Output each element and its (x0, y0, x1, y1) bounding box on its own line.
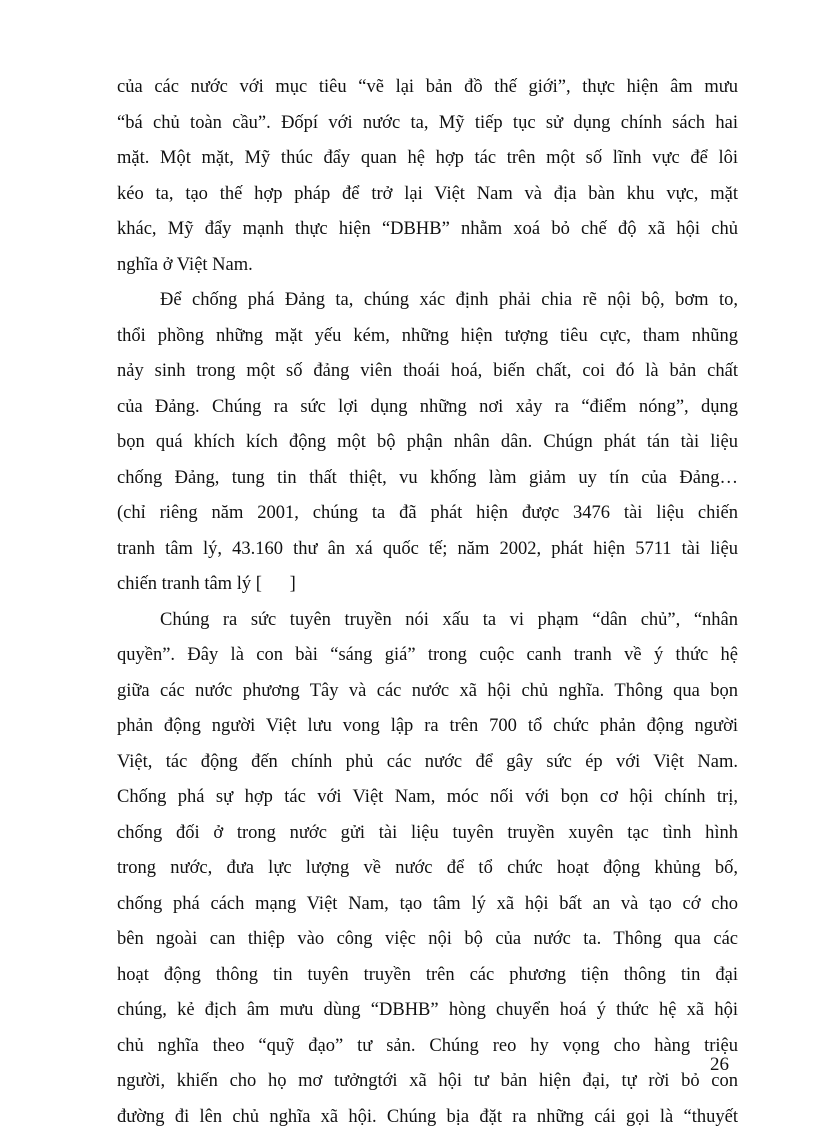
text-line: quyền”. Đây là con bài “sáng giá” trong cuộc canh tranh về ý thức hệ (117, 638, 738, 674)
page-number: 26 (710, 1054, 729, 1076)
text-line: chống đối ở trong nước gửi tài liệu tuyên truyền xuyên tạc tình hình (117, 816, 738, 852)
text-line: của Đảng. Chúng ra sức lợi dụng những nơi xảy ra “điểm nóng”, dụng (117, 390, 738, 426)
text-line: đường đi lên chủ nghĩa xã hội. Chúng bịa đặt ra những cái gọi là “thuyết (117, 1100, 738, 1135)
text-line: bên ngoài can thiệp vào công việc nội bộ của nước ta. Thông qua các (117, 922, 738, 958)
text-line: “bá chủ toàn cầu”. Đốpí với nước ta, Mỹ tiếp tục sử dụng chính sách hai (117, 106, 738, 142)
text-line: khác, Mỹ đẩy mạnh thực hiện “DBHB” nhằm xoá bỏ chế độ xã hội chủ (117, 212, 738, 248)
text-line: mặt. Một mặt, Mỹ thúc đẩy quan hệ hợp tác trên một số lĩnh vực để lôi (117, 141, 738, 177)
document-body (117, 70, 738, 1135)
text-line: chiến tranh tâm lý [ ] (117, 567, 738, 603)
text-line: Chúng ra sức tuyên truyền nói xấu ta vi phạm “dân chủ”, “nhân (117, 603, 738, 639)
text-line: hoạt động thông tin tuyên truyền trên các phương tiện thông tin đại (117, 958, 738, 994)
text-line: trong nước, đưa lực lượng về nước để tổ chức hoạt động khủng bố, (117, 851, 738, 887)
text-line: phản động người Việt lưu vong lập ra trên 700 tổ chức phản động người (117, 709, 738, 745)
text-line: chủ nghĩa theo “quỹ đạo” tư sản. Chúng reo hy vọng cho hàng triệu (117, 1029, 738, 1065)
text-line: kéo ta, tạo thế hợp pháp để trở lại Việt Nam và địa bàn khu vực, mặt (117, 177, 738, 213)
text-line: chống Đảng, tung tin thất thiệt, vu khống làm giảm uy tín của Đảng… (117, 461, 738, 497)
text-line: nảy sinh trong một số đảng viên thoái hoá, biến chất, coi đó là bản chất (117, 354, 738, 390)
text-line: thổi phồng những mặt yếu kém, những hiện tượng tiêu cực, tham nhũng (117, 319, 738, 355)
text-line: người, khiến cho họ mơ tưởngtới xã hội tư bản hiện đại, tự rời bỏ con (117, 1064, 738, 1100)
text-line: Để chống phá Đảng ta, chúng xác định phải chia rẽ nội bộ, bơm to, (117, 283, 738, 319)
text-line: chống phá cách mạng Việt Nam, tạo tâm lý xã hội bất an và tạo cớ cho (117, 887, 738, 923)
text-line: chúng, kẻ địch âm mưu dùng “DBHB” hòng chuyển hoá ý thức hệ xã hội (117, 993, 738, 1029)
text-line: tranh tâm lý, 43.160 thư ân xá quốc tế; năm 2002, phát hiện 5711 tài liệu (117, 532, 738, 568)
text-line: của các nước với mục tiêu “vẽ lại bản đồ thế giới”, thực hiện âm mưu (117, 70, 738, 106)
text-line: giữa các nước phương Tây và các nước xã hội chủ nghĩa. Thông qua bọn (117, 674, 738, 710)
paragraph-1 (117, 70, 738, 283)
text-line: nghĩa ở Việt Nam. (117, 248, 738, 284)
paragraph-2 (117, 283, 738, 603)
paragraph-3 (117, 603, 738, 1135)
text-line: (chỉ riêng năm 2001, chúng ta đã phát hiện được 3476 tài liệu chiến (117, 496, 738, 532)
text-line: Việt, tác động đến chính phủ các nước để gây sức ép với Việt Nam. (117, 745, 738, 781)
text-line: Chống phá sự hợp tác với Việt Nam, móc nối với bọn cơ hội chính trị, (117, 780, 738, 816)
text-line: bọn quá khích kích động một bộ phận nhân dân. Chúgn phát tán tài liệu (117, 425, 738, 461)
